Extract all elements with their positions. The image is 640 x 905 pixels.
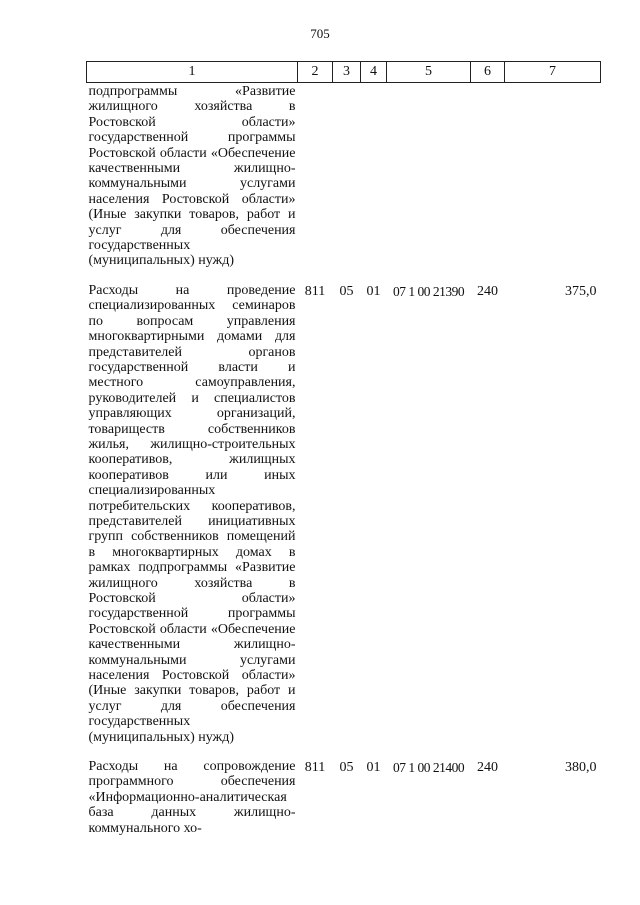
row-section: 05 [339,283,354,299]
row-subsection [361,83,387,283]
header-row [87,62,601,83]
table-row [87,83,601,283]
row-target [387,83,471,283]
row-ministry [298,83,333,283]
header-col-1: 1 [87,62,298,83]
row-target: 07 1 00 21400 [392,760,465,776]
row-section: 05 [339,760,354,776]
row-expense-type: 240 [477,760,498,776]
row-amount [505,83,601,283]
row-description: Расходы на сопровождение программного обеспечения «Информационно-аналитическая база данных жилищно-коммунального хо- [88,759,296,836]
header-col-6: 6 [471,62,505,83]
table-row [87,283,601,759]
header-col-7: 7 [505,62,601,83]
row-description: подпрограммы «Развитие жилищного хозяйства в Ростовской области» государственной программы Ростовской области «Обеспечение качественными жилищно-коммунальными услугами населения Ростовской области» (Иные закупки товаров, работ и услуг для обеспечения государственных (муниципальных) нужд) [88,84,296,269]
row-subsection: 01 [366,760,381,776]
row-description: Расходы на проведение специализированных семинаров по вопросам управления многоквартирными домами для представителей органов государственной власти и местного самоуправления, руководителей и специалистов управляющих организаций, товариществ собственников жилья, жилищно-строительных кооперативов, жилищных кооперативов или иных специализированных потребительских кооперативов, представителей инициативных групп собственников помещений в многоквартирных домах в рамках подпрограммы «Развитие жилищного хозяйства в Ростовской области» государственной программы Ростовской области «Обеспечение качественными жилищно-коммунальными услугами населения Ростовской области» (Иные закупки товаров, работ и услуг для обеспечения государственных (муниципальных) нужд) [88,282,296,745]
row-section [333,83,361,283]
row-expense-type: 240 [477,283,498,299]
row-amount: 375,0 [565,283,597,299]
row-expense-type [471,83,505,283]
row-amount: 380,0 [565,760,597,776]
row-ministry: 811 [304,283,326,299]
table-row [87,759,601,850]
header-col-4: 4 [361,62,387,83]
row-ministry: 811 [304,760,326,776]
budget-table [86,61,601,850]
row-target: 07 1 00 21390 [392,283,465,299]
header-col-5: 5 [387,62,471,83]
header-col-3: 3 [333,62,361,83]
row-subsection: 01 [366,283,381,299]
header-col-2: 2 [298,62,333,83]
table-header [87,62,601,83]
page-number: 705 [310,26,330,41]
